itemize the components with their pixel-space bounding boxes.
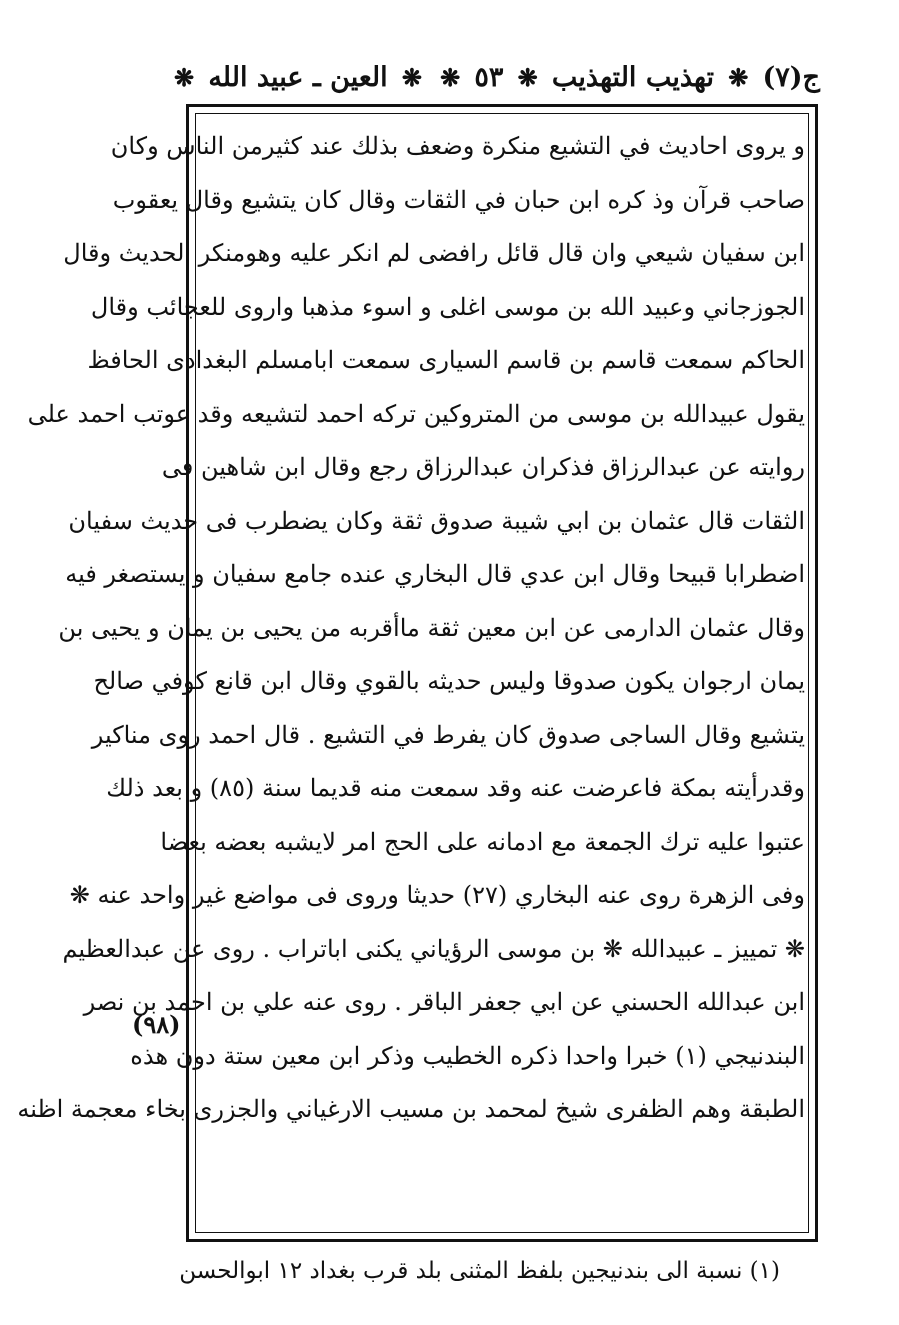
text-line: ❋ تمييز ـ عبيدالله ❋ بن موسى الرؤياني يكنى اباتراب . روى عن عبدالعظيم [62,934,805,963]
footnote: (١) نسبة الى بندنيجين بلفظ المثنى بلد قرب بغداد ١٢ ابوالحسن [179,1258,780,1284]
text-line: البندنيجي (١) خبرا واحدا ذكره الخطيب وذكر ابن معين ستة دون هذه [130,1041,805,1070]
text-line: الحاكم سمعت قاسم بن قاسم السيارى سمعت ابامسلم البغدادى الحافظ [87,346,805,374]
ornament-icon: ❋ [440,62,461,92]
ornament-icon: ❋ [174,62,195,92]
text-line: الثقات قال عثمان بن ابي شيبة صدوق ثقة وكان يضطرب فى حديث سفيان [68,506,805,535]
text-line: ابن عبدالله الحسني عن ابي جعفر الباقر . روى عنه علي بن احمد بن نصر [83,988,805,1016]
text-line: عتبوا عليه ترك الجمعة مع ادمانه على الحج امر لايشبه بعضه بعضا [160,827,805,856]
text-line: روايته عن عبدالرزاق فذكران عبدالرزاق رجع وقال ابن شاهين فى [161,453,805,481]
ornament-icon: ❋ [728,62,749,92]
text-line: صاحب قرآن وذ كره ابن حبان في الثقات وقال كان يتشيع وقال يعقوب [112,185,805,214]
ornament-icon: ❋ [517,62,538,92]
text-line: يمان ارجوان يكون صدوقا وليس حديثه بالقوي وقال ابن قانع كوفي صالح [93,667,805,695]
section-title: العين ـ عبيد الله [208,61,388,93]
text-line: الجوزجاني وعبيد الله بن موسى اغلى و اسوء مذهبا واروى للعجائب وقال [90,292,805,321]
book-title: تهذيب التهذيب [551,61,714,93]
entry-number: (٩٨) [132,1010,181,1039]
text-line: يتشيع وقال الساجى صدوق كان يفرط في التشيع . قال احمد روى مناكير [91,720,805,749]
text-line: ابن سفيان شيعي وان قال قائل رافضى لم انكر عليه وهومنكر الحديث وقال [63,239,805,267]
volume-label: ج(٧) [762,61,820,93]
text-line: الطبقة وهم الظفرى شيخ لمحمد بن مسيب الارغياني والجزرى بخاء معجمة اظنه [17,1095,805,1123]
text-line: يقول عبيدالله بن موسى من المتروكين تركه احمد لتشيعه وقد عوتب احمد على [27,399,805,428]
ornament-icon: ❋ [401,62,422,92]
page-header [170,52,820,102]
text-line: وقال عثمان الدارمى عن ابن معين ثقة ماأقربه من يحيى بن يمان و يحيى بن [58,613,805,642]
text-line: وقدرأيته بمكة فاعرضت عنه وقد سمعت منه قديما سنة (٨٥) و بعد ذلك [106,774,805,802]
text-line: وفى الزهرة روى عنه البخاري (٢٧) حديثا وروى فى مواضع غير واحد عنه ❋ [69,881,805,909]
text-line: و يروى احاديث في التشيع منكرة وضعف بذلك عند كثيرمن الناس وكان [110,132,805,160]
page-number: ٥٣ [474,61,504,93]
text-line: اضطرابا قبيحا وقال ابن عدي قال البخاري عنده جامع سفيان و يستصغر فيه [65,560,805,588]
